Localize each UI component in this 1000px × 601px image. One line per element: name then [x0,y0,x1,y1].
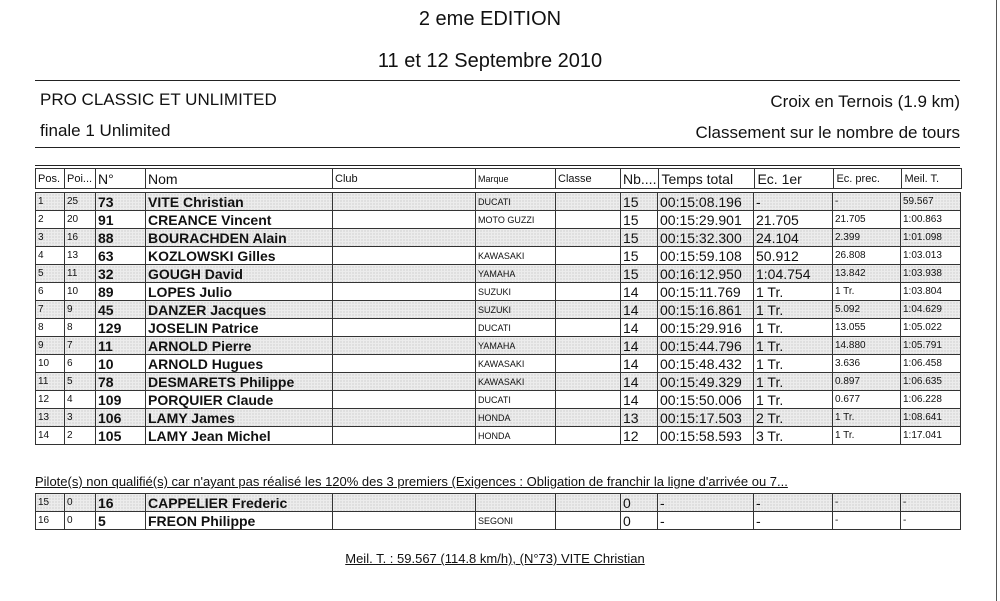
cell-laps: 15 [621,265,658,283]
cell-total-time: 00:15:49.329 [658,373,754,391]
cell-brand: DUCATI [476,391,556,409]
table-row [36,301,961,319]
cell-gap-previous: - [833,193,901,211]
edition-title: 2 eme EDITION [418,8,562,30]
cell-laps: 12 [621,427,658,445]
table-row [36,265,961,283]
cell-name: LOPES Julio [146,283,333,301]
cell-total-time: 00:15:29.916 [658,319,754,337]
cell-brand [476,494,556,512]
table-row [36,391,961,409]
cell-total-time: 00:15:29.901 [658,211,754,229]
cell-pos: 5 [36,265,65,283]
cell-club [333,409,476,427]
cell-points: 2 [65,427,96,445]
cell-class [556,193,621,211]
cell-best-lap: 1:03.013 [901,247,961,265]
table-row [36,193,961,211]
cell-gap-previous: 26.808 [833,247,901,265]
cell-pos: 1 [36,193,65,211]
cell-class [556,494,621,512]
cell-number: 16 [96,494,146,512]
table-row [36,427,961,445]
scan-border [996,0,997,601]
cell-club [333,373,476,391]
cell-gap-previous: - [833,494,901,512]
cell-best-lap: 1:17.041 [901,427,961,445]
cell-best-lap: 1:01.098 [901,229,961,247]
cell-gap-previous: 13.055 [833,319,901,337]
cell-class [556,229,621,247]
cell-laps: 14 [621,337,658,355]
cell-name: FREON Philippe [146,512,333,530]
cell-number: 32 [96,265,146,283]
table-row [36,373,961,391]
results-table [35,192,961,445]
cell-class [556,409,621,427]
cell-total-time: 00:16:12.950 [658,265,754,283]
cell-laps: 14 [621,355,658,373]
cell-best-lap: - [901,512,961,530]
cell-brand: HONDA [476,427,556,445]
cell-pos: 9 [36,337,65,355]
cell-club [333,193,476,211]
cell-laps: 15 [621,247,658,265]
cell-brand: SEGONI [476,512,556,530]
cell-gap-previous: 2.399 [833,229,901,247]
cell-laps: 14 [621,283,658,301]
cell-gap-first: 50.912 [754,247,833,265]
cell-class [556,373,621,391]
divider [35,80,960,81]
cell-total-time: - [658,494,754,512]
cell-gap-first: 2 Tr. [754,409,833,427]
cell-pos: 12 [36,391,65,409]
cell-pos: 3 [36,229,65,247]
cell-name: BOURACHDEN Alain [146,229,333,247]
cell-brand: DUCATI [476,319,556,337]
cell-brand: DUCATI [476,193,556,211]
cell-points: 25 [65,193,96,211]
col-classe: Classe [556,169,621,189]
col-nom: Nom [146,169,333,189]
cell-name: PORQUIER Claude [146,391,333,409]
cell-points: 3 [65,409,96,427]
cell-points: 7 [65,337,96,355]
cell-class [556,512,621,530]
cell-total-time: 00:15:44.796 [658,337,754,355]
cell-gap-first: 1 Tr. [754,355,833,373]
cell-pos: 2 [36,211,65,229]
cell-gap-first: 1 Tr. [754,337,833,355]
cell-number: 78 [96,373,146,391]
cell-gap-previous: 1 Tr. [833,427,901,445]
table-row [36,211,961,229]
cell-best-lap: 1:05.022 [901,319,961,337]
cell-points: 11 [65,265,96,283]
cell-total-time: 00:15:17.503 [658,409,754,427]
cell-laps: 13 [621,409,658,427]
cell-gap-first: 1:04.754 [754,265,833,283]
cell-total-time: 00:15:58.593 [658,427,754,445]
cell-number: 105 [96,427,146,445]
cell-name: KOZLOWSKI Gilles [146,247,333,265]
cell-gap-previous: 0.677 [833,391,901,409]
cell-laps: 14 [621,373,658,391]
cell-gap-first: 3 Tr. [754,427,833,445]
cell-points: 4 [65,391,96,409]
event-dates: 11 et 12 Septembre 2010 [377,50,603,72]
cell-laps: 15 [621,229,658,247]
cell-points: 0 [65,512,96,530]
col-meil: Meil. T. [902,169,962,189]
cell-gap-previous: 5.092 [833,301,901,319]
cell-brand: YAMAHA [476,337,556,355]
cell-best-lap: 1:03.804 [901,283,961,301]
cell-number: 109 [96,391,146,409]
cell-pos: 13 [36,409,65,427]
cell-class [556,283,621,301]
cell-number: 106 [96,409,146,427]
cell-gap-first: 1 Tr. [754,283,833,301]
non-qualified-label: Pilote(s) non qualifié(s) car n'ayant pas réalisé les 120% des 3 premiers (Exigences : Obligation de franchir la ligne d'arrivée ou 7... [35,474,788,489]
cell-name: DESMARETS Philippe [146,373,333,391]
col-club: Club [333,169,476,189]
cell-number: 45 [96,301,146,319]
cell-brand: YAMAHA [476,265,556,283]
cell-name: ARNOLD Hugues [146,355,333,373]
cell-gap-previous: 1 Tr. [833,283,901,301]
cell-number: 10 [96,355,146,373]
table-row [36,494,961,512]
cell-points: 10 [65,283,96,301]
cell-total-time: 00:15:48.432 [658,355,754,373]
col-pos: Pos. [36,169,65,189]
cell-class [556,265,621,283]
cell-brand: KAWASAKI [476,247,556,265]
cell-total-time: 00:15:08.196 [658,193,754,211]
cell-best-lap: 1:06.458 [901,355,961,373]
cell-gap-first: 1 Tr. [754,373,833,391]
cell-brand: MOTO GUZZI [476,211,556,229]
cell-best-lap: 1:06.635 [901,373,961,391]
cell-name: ARNOLD Pierre [146,337,333,355]
cell-name: DANZER Jacques [146,301,333,319]
cell-name: LAMY James [146,409,333,427]
table-row [36,337,961,355]
cell-best-lap: 1:03.938 [901,265,961,283]
cell-number: 5 [96,512,146,530]
cell-laps: 14 [621,391,658,409]
cell-total-time: - [658,512,754,530]
cell-laps: 0 [621,494,658,512]
cell-name: CREANCE Vincent [146,211,333,229]
cell-name: JOSELIN Patrice [146,319,333,337]
cell-total-time: 00:15:32.300 [658,229,754,247]
cell-club [333,512,476,530]
cell-name: CAPPELIER Frederic [146,494,333,512]
table-row [36,319,961,337]
divider [35,165,960,166]
cell-pos: 6 [36,283,65,301]
cell-number: 73 [96,193,146,211]
cell-laps: 15 [621,211,658,229]
table-row [36,355,961,373]
header-row [36,169,962,189]
cell-gap-previous: 14.880 [833,337,901,355]
cell-club [333,494,476,512]
cell-club [333,391,476,409]
cell-pos: 7 [36,301,65,319]
cell-name: VITE Christian [146,193,333,211]
cell-pos: 14 [36,427,65,445]
table-row [36,229,961,247]
cell-best-lap: 1:00.863 [901,211,961,229]
cell-class [556,427,621,445]
cell-club [333,337,476,355]
cell-best-lap: - [901,494,961,512]
cell-gap-first: 1 Tr. [754,391,833,409]
cell-pos: 4 [36,247,65,265]
cell-gap-first: 1 Tr. [754,301,833,319]
cell-class [556,247,621,265]
cell-club [333,427,476,445]
cell-gap-first: 1 Tr. [754,319,833,337]
col-nb: Nb.... [621,169,659,189]
cell-number: 88 [96,229,146,247]
cell-gap-previous: 21.705 [833,211,901,229]
cell-number: 91 [96,211,146,229]
cell-number: 89 [96,283,146,301]
cell-points: 6 [65,355,96,373]
cell-points: 13 [65,247,96,265]
cell-gap-previous: 13.842 [833,265,901,283]
cell-class [556,355,621,373]
cell-pos: 8 [36,319,65,337]
cell-club [333,211,476,229]
cell-brand: SUZUKI [476,283,556,301]
col-poi: Poi... [65,169,96,189]
cell-points: 9 [65,301,96,319]
cell-brand: SUZUKI [476,301,556,319]
cell-total-time: 00:15:16.861 [658,301,754,319]
cell-pos: 16 [36,512,65,530]
session-name: finale 1 Unlimited [40,121,171,140]
cell-laps: 0 [621,512,658,530]
col-num: N° [96,169,146,189]
cell-club [333,283,476,301]
cell-class [556,337,621,355]
cell-pos: 11 [36,373,65,391]
cell-gap-first: - [754,494,833,512]
cell-best-lap: 1:06.228 [901,391,961,409]
cell-laps: 14 [621,319,658,337]
cell-points: 8 [65,319,96,337]
cell-club [333,319,476,337]
cell-brand [476,229,556,247]
col-temps: Temps total [659,169,755,189]
category-title: PRO CLASSIC ET UNLIMITED [40,90,277,109]
cell-name: GOUGH David [146,265,333,283]
ranking-method: Classement sur le nombre de tours [695,123,960,142]
cell-pos: 15 [36,494,65,512]
cell-total-time: 00:15:11.769 [658,283,754,301]
cell-club [333,301,476,319]
cell-gap-first: 24.104 [754,229,833,247]
cell-best-lap: 1:04.629 [901,301,961,319]
cell-laps: 15 [621,193,658,211]
results-table-header [35,168,962,189]
cell-club [333,355,476,373]
best-lap-summary: Meil. T. : 59.567 (114.8 km/h), (N°73) VITE Christian [345,551,645,566]
cell-points: 20 [65,211,96,229]
cell-class [556,211,621,229]
cell-points: 0 [65,494,96,512]
cell-number: 63 [96,247,146,265]
cell-brand: HONDA [476,409,556,427]
col-ecp: Ec. prec. [834,169,902,189]
cell-best-lap: 1:05.791 [901,337,961,355]
cell-name: LAMY Jean Michel [146,427,333,445]
cell-brand: KAWASAKI [476,373,556,391]
cell-gap-first: 21.705 [754,211,833,229]
cell-laps: 14 [621,301,658,319]
cell-number: 11 [96,337,146,355]
cell-gap-previous: 0.897 [833,373,901,391]
table-row [36,409,961,427]
cell-best-lap: 1:08.641 [901,409,961,427]
cell-gap-first: - [754,193,833,211]
cell-total-time: 00:15:50.006 [658,391,754,409]
cell-class [556,391,621,409]
non-qualified-table [35,493,961,530]
cell-gap-first: - [754,512,833,530]
circuit-name: Croix en Ternois (1.9 km) [770,92,960,111]
col-ec1: Ec. 1er [755,169,834,189]
cell-club [333,229,476,247]
cell-number: 129 [96,319,146,337]
cell-points: 5 [65,373,96,391]
cell-club [333,247,476,265]
cell-class [556,319,621,337]
divider [35,147,960,148]
cell-brand: KAWASAKI [476,355,556,373]
cell-total-time: 00:15:59.108 [658,247,754,265]
cell-best-lap: 59.567 [901,193,961,211]
cell-gap-previous: 1 Tr. [833,409,901,427]
cell-gap-previous: - [833,512,901,530]
table-row [36,283,961,301]
cell-class [556,301,621,319]
col-marque: Marque [476,169,556,189]
table-row [36,247,961,265]
cell-club [333,265,476,283]
table-row [36,512,961,530]
cell-pos: 10 [36,355,65,373]
cell-gap-previous: 3.636 [833,355,901,373]
cell-points: 16 [65,229,96,247]
